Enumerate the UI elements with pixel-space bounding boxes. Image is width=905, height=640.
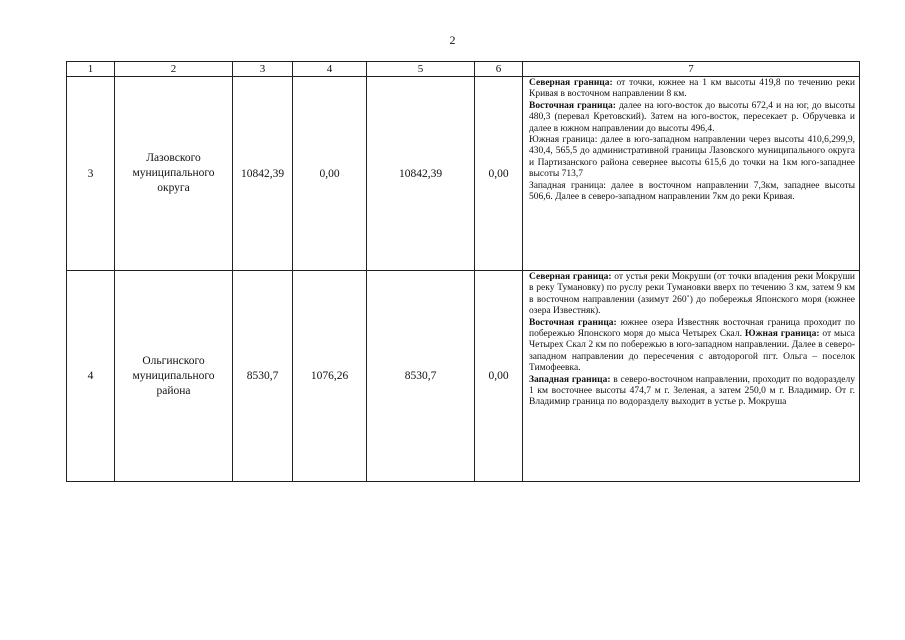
- district-name: Лазовского муниципального округа: [115, 77, 233, 271]
- area-value: 8530,7: [367, 271, 475, 482]
- table-header-row: [67, 62, 860, 77]
- header-cell: 1: [67, 62, 115, 77]
- boundary-text: от устья реки Мокруши (от точки впадения реки Мокруши в реку Тумановку) по руслу реки Тумановки вверх по течению 3 км, затем 9 км в восточном направлении (азимут 260˚) до побережья Японского моря (южнее озера Известняк).: [529, 272, 855, 317]
- header-cell: 3: [233, 62, 293, 77]
- east-south-boundary: [529, 318, 855, 375]
- area-value: 0,00: [475, 77, 523, 271]
- header-cell: 4: [293, 62, 367, 77]
- area-value: 0,00: [475, 271, 523, 482]
- district-name: Ольгинского муниципального района: [115, 271, 233, 482]
- east-boundary: [529, 101, 855, 135]
- boundary-text: от точки, южнее на 1 км высоты 419,8 по течению реки Кривая в восточном направлении 8 км.: [529, 78, 856, 100]
- row-number: 3: [67, 77, 115, 271]
- west-boundary: Западная граница: далее в восточном направлении 7,3км, западнее высоты 506,6. Далее в северо-западном направлении 7км до реки Кривая.: [529, 180, 855, 203]
- boundary-description: [523, 77, 860, 271]
- boundary-label: Северная граница:: [529, 78, 613, 88]
- header-cell: 7: [523, 62, 860, 77]
- boundary-text: от мыса Четырех Скал 2 км по побережью в юго-западном направлении. Далее в северо-западном направлении до пересечения с автодорогой пгт. Ольга – поселок Тимофеевка.: [529, 329, 855, 374]
- area-value: 8530,7: [233, 271, 293, 482]
- south-boundary: Южная граница: далее в юго-западном направлении через высоты 410,6,299,9, 430,4, 565,5 до административной границы Лазовского муниципального округа и Партизанского района севернее высоты 615,6 до точки на 1км юго-западнее высоты 713,7: [529, 135, 855, 180]
- row-number: 4: [67, 271, 115, 482]
- header-cell: 2: [115, 62, 233, 77]
- area-value: 10842,39: [367, 77, 475, 271]
- area-value: 1076,26: [293, 271, 367, 482]
- boundary-text: далее на юго-восток до высоты 672,4 и на юг, до высоты 480,3 (перевал Кретовский). Затем на юго-восток, пересекает р. Обручевка и далее в южном направлении до высоты 496,4.: [529, 100, 855, 134]
- table-row: [67, 77, 860, 271]
- area-value: 0,00: [293, 77, 367, 271]
- table-row: [67, 271, 860, 482]
- boundary-label: Восточная граница:: [529, 317, 617, 328]
- boundary-label: Южная граница:: [744, 329, 820, 340]
- west-boundary: [529, 375, 855, 409]
- boundary-text: южнее озера Известняк восточная граница проходит по побережью Японского моря до мыса Четырех Скал.: [529, 317, 855, 340]
- north-boundary: [529, 272, 855, 318]
- boundary-label: Восточная граница:: [529, 100, 616, 111]
- boundaries-table: [66, 61, 860, 482]
- boundary-label: Северная граница:: [529, 272, 612, 282]
- header-cell: 6: [475, 62, 523, 77]
- north-boundary: [529, 78, 855, 101]
- area-value: 10842,39: [233, 77, 293, 271]
- boundary-label: Западная граница:: [529, 374, 611, 385]
- boundary-text: в северо-восточном направлении, проходит по водоразделу 1 км восточнее высоты 474,7 м г. Зеленая, а затем 250,0 м г. Владимир. От г. Владимир граница по водоразделу выходит в устье р. Мокруша: [529, 374, 855, 408]
- header-cell: 5: [367, 62, 475, 77]
- boundary-description: [523, 271, 860, 482]
- page-number: 2: [449, 33, 456, 47]
